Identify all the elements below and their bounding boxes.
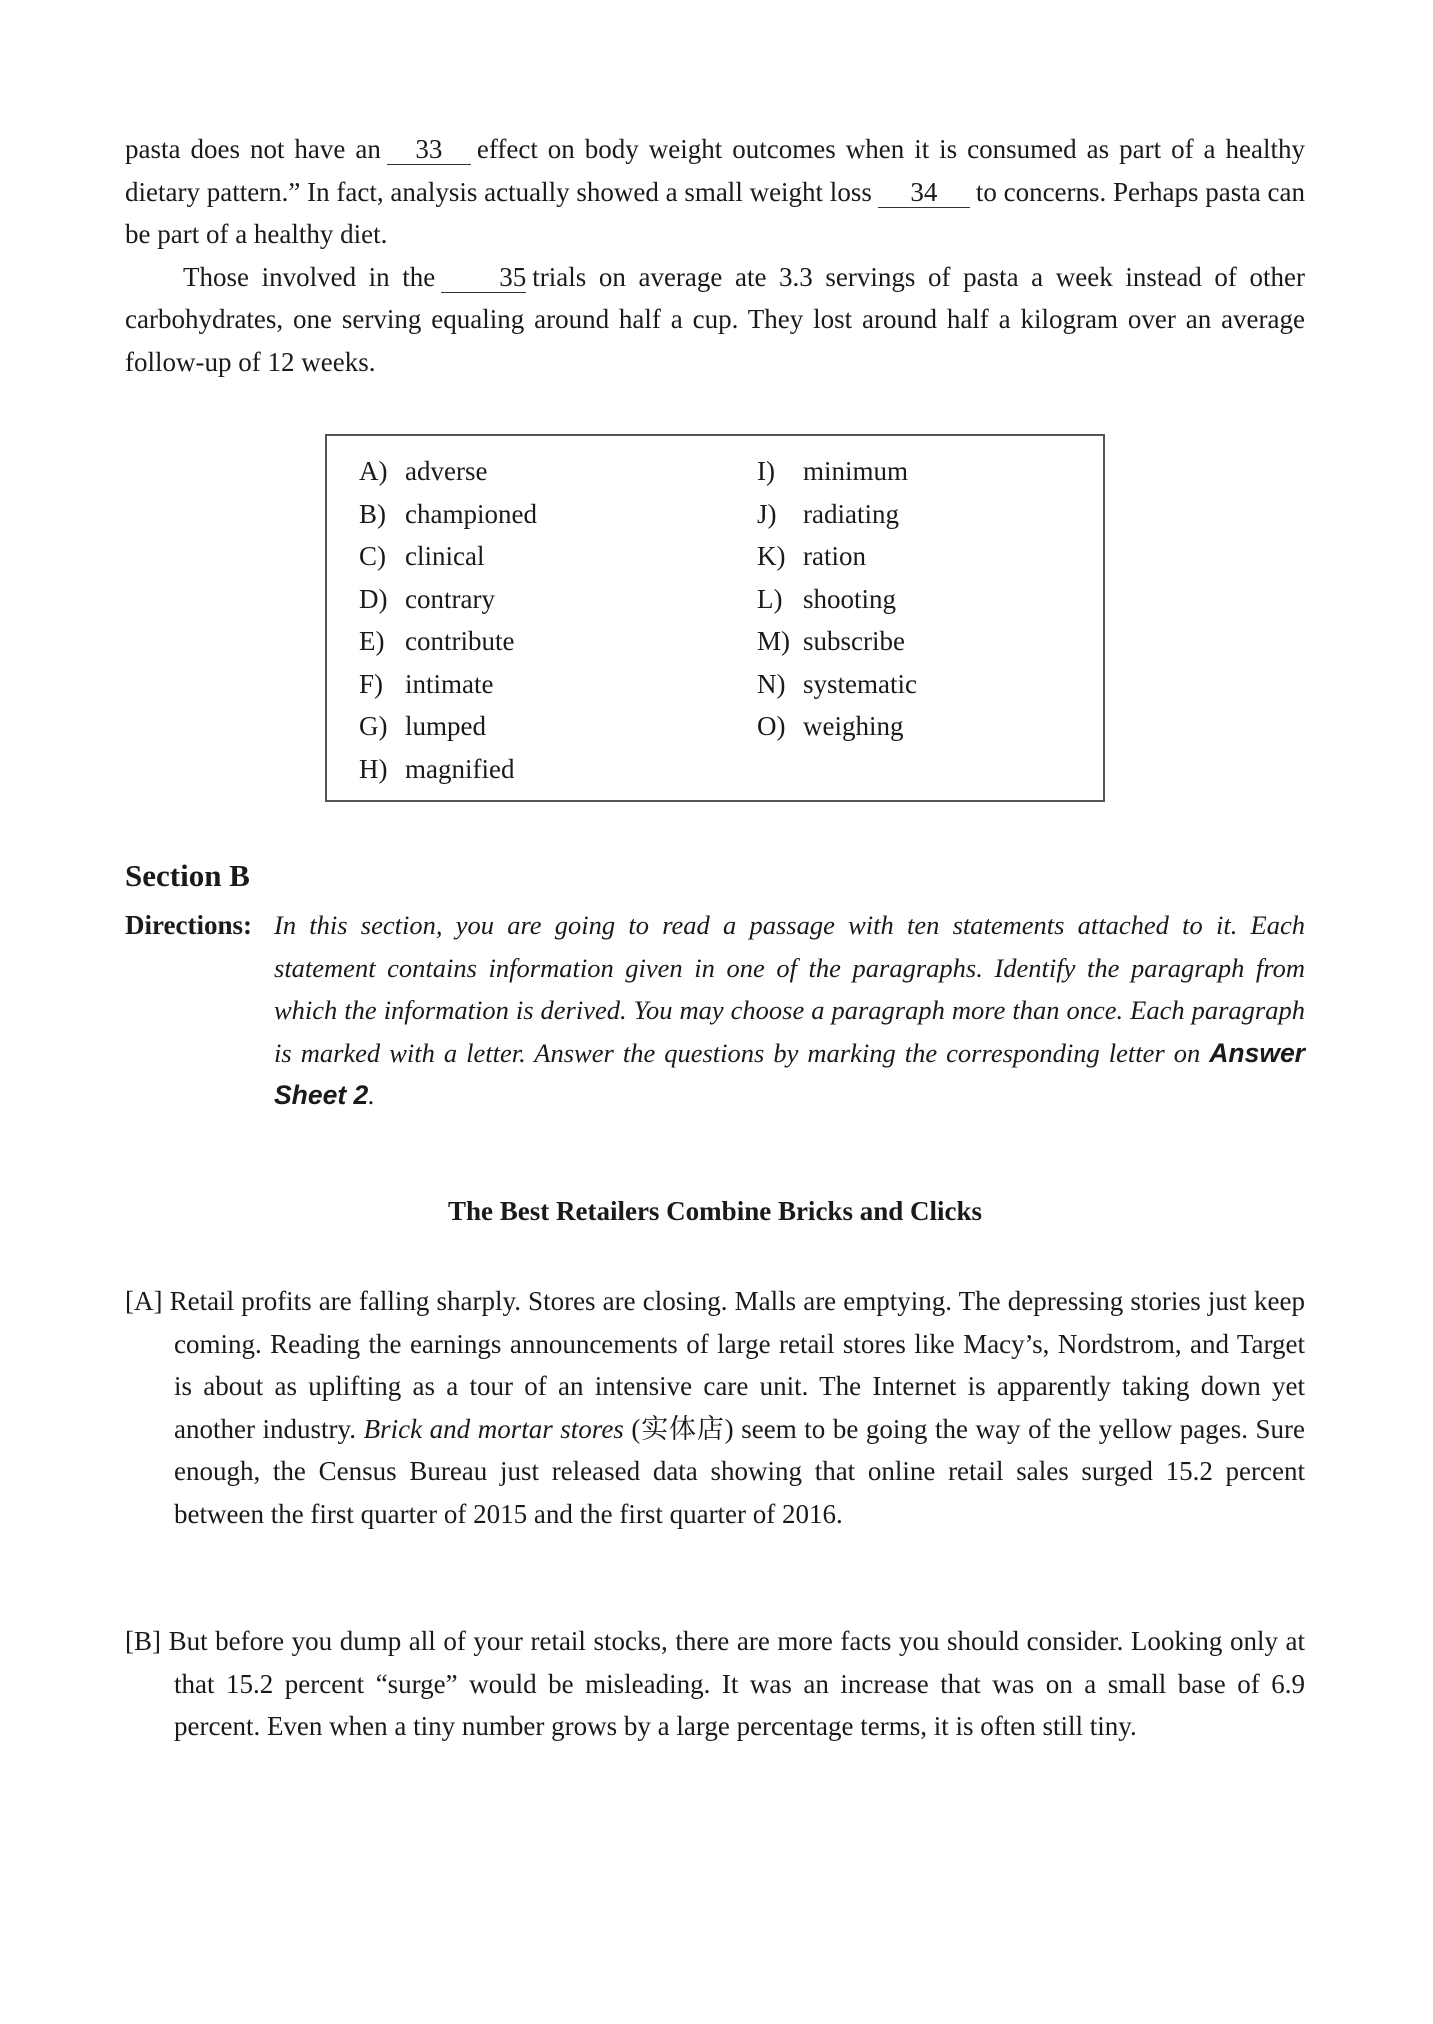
word-bank-right-column: [757, 450, 917, 748]
passage-paragraph-2: [125, 256, 1305, 384]
option-word: ration: [803, 541, 866, 571]
passage-top: [125, 128, 1305, 383]
italic-term: Brick and mortar stores: [363, 1413, 624, 1444]
directions-body: In this section, you are going to read a passage with ten statements attached to it. Each statement contains information given in one of the paragraphs. Identify the paragraph from which the information is derived. You may choose a paragraph more than once. Each paragraph is marked with a letter. Answer the questions by marking the corresponding letter on: [274, 910, 1305, 1068]
article-paragraph-b: [125, 1620, 1305, 1748]
option-letter: I): [757, 456, 775, 486]
word-option-k[interactable]: [757, 535, 917, 578]
word-option-e[interactable]: [359, 620, 537, 663]
option-word: minimum: [803, 456, 909, 486]
option-word: systematic: [803, 668, 917, 699]
word-option-n[interactable]: [757, 663, 917, 706]
chinese-gloss: (实体店): [631, 1413, 734, 1444]
word-option-l[interactable]: [757, 578, 917, 621]
option-letter: C): [359, 541, 386, 571]
option-letter: F): [359, 668, 384, 699]
paragraph-text: seem to be going the way of the yellow pages. Sure enough, the Census Bureau just released data showing that online retail sales surged 15.2 percent between the first quarter of 2015 and the first quarter of 2016.: [174, 1413, 1306, 1529]
answer-sheet-ref: Answer Sheet 2: [274, 1037, 1305, 1110]
word-option-f[interactable]: [359, 663, 537, 706]
directions-label: Directions:: [125, 910, 252, 940]
directions-text: [274, 904, 1305, 1117]
article-title: The Best Retailers Combine Bricks and Clicks: [447, 1196, 982, 1226]
option-word: clinical: [405, 541, 485, 571]
paragraph-text: Retail profits are falling sharply. Stores are closing. Malls are emptying. The depressing stories just keep coming. Reading the earnings announcements of large retail stores like Macy’s, Nordstrom, and Target is about as uplifting as a tour of an intensive care unit. The Internet is apparently taking down yet another industry.: [169, 1286, 1306, 1444]
paragraph-text: But before you dump all of your retail stocks, there are more facts you should consider. Looking only at that 15.2 percent “surge” would be misleading. It was an increase that was on a small base of 6.9 percent. Even when a tiny number grows by a large percentage terms, it is often still tiny.: [168, 1626, 1306, 1741]
word-option-d[interactable]: [359, 578, 537, 621]
option-letter: N): [757, 668, 786, 699]
option-letter: H): [359, 753, 388, 784]
word-bank-box: [325, 434, 1105, 802]
option-word: subscribe: [803, 626, 905, 656]
text-segment: to concerns. Perhaps pasta can be part of a healthy diet.: [125, 176, 1305, 249]
option-word: contrary: [405, 583, 495, 614]
blank-35[interactable]: 35: [441, 262, 526, 293]
option-letter: J): [757, 498, 777, 529]
directions-period: .: [368, 1080, 375, 1110]
word-option-b[interactable]: [359, 493, 537, 536]
section-b-heading: Section B: [125, 858, 250, 893]
option-letter: L): [757, 583, 783, 614]
option-word: magnified: [405, 753, 515, 784]
option-letter: A): [359, 456, 388, 486]
option-word: shooting: [803, 583, 897, 614]
word-option-g[interactable]: [359, 705, 537, 748]
word-option-c[interactable]: [359, 535, 537, 578]
option-letter: D): [359, 583, 388, 614]
word-option-i[interactable]: [757, 450, 917, 493]
passage-paragraph-1: [125, 128, 1305, 256]
option-word: weighing: [803, 711, 904, 741]
article-paragraph-a: [125, 1280, 1305, 1535]
option-letter: K): [757, 541, 786, 571]
option-word: adverse: [405, 456, 488, 486]
text-segment: Those involved in the: [183, 261, 436, 292]
blank-33[interactable]: 33: [387, 134, 471, 165]
word-option-o[interactable]: [757, 705, 917, 748]
word-option-m[interactable]: [757, 620, 917, 663]
text-segment: trials on average ate 3.3 servings of pasta a week instead of other carbohydrates, one serving equaling around half a cup. They lost around half a kilogram over an average follow-up of 12 weeks.: [125, 261, 1305, 377]
option-word: lumped: [405, 711, 486, 741]
blank-34[interactable]: 34: [878, 177, 970, 208]
option-word: intimate: [405, 668, 494, 699]
option-letter: M): [757, 626, 790, 656]
option-letter: B): [359, 498, 386, 529]
option-letter: E): [359, 626, 385, 656]
option-word: contribute: [405, 626, 515, 656]
paragraph-marker: [B]: [125, 1626, 161, 1656]
word-bank-left-column: [359, 450, 537, 790]
paragraph-marker: [A]: [125, 1286, 163, 1316]
text-segment: pasta does not have an: [125, 134, 381, 164]
word-option-j[interactable]: [757, 493, 917, 536]
option-letter: G): [359, 711, 388, 741]
text-segment: effect on body weight outcomes when it is consumed as part of a healthy dietary pattern.” In fact, analysis actually showed a small weight loss: [125, 134, 1306, 207]
option-word: championed: [405, 498, 537, 529]
option-word: radiating: [803, 498, 899, 529]
word-option-h[interactable]: [359, 748, 537, 791]
option-letter: O): [757, 711, 786, 741]
word-option-a[interactable]: [359, 450, 537, 493]
